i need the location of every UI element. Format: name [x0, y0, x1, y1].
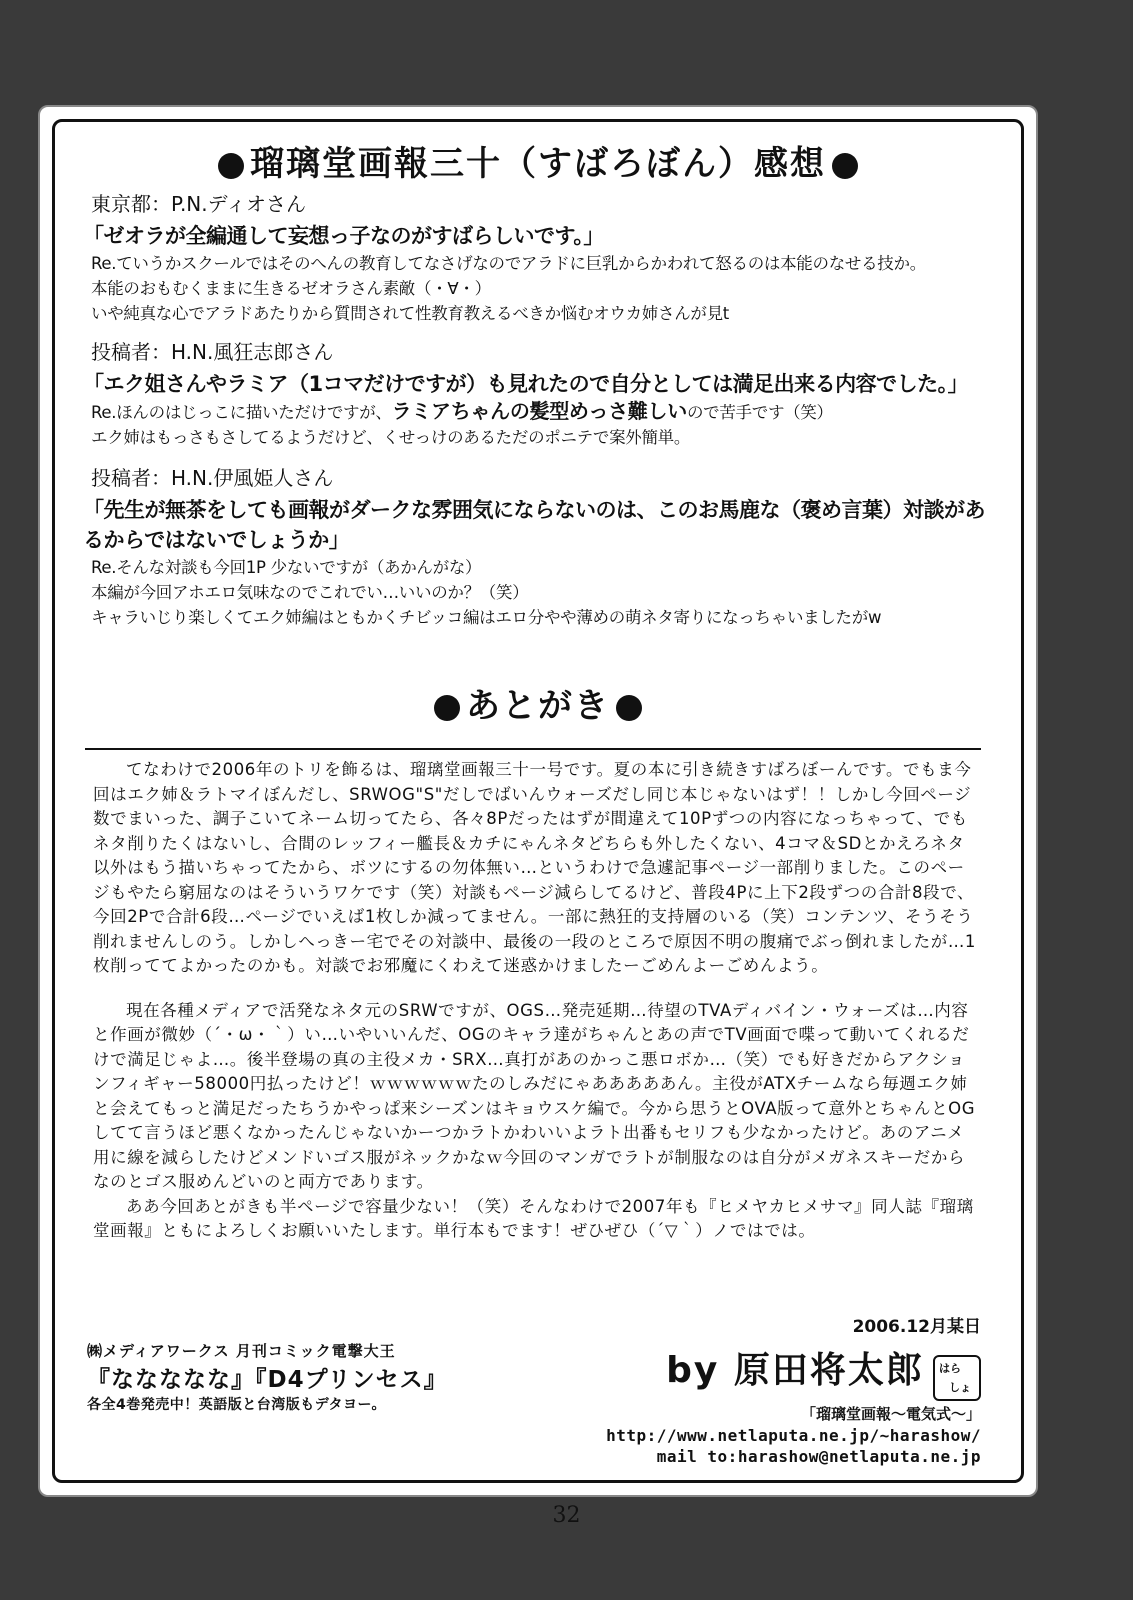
letter-3	[83, 462, 993, 630]
reply-line: Re.そんな対談も今回1P 少ないですが（あかんがな）	[91, 558, 482, 577]
promo-titles: 『ななななな』『D4プリンセス』	[87, 1367, 448, 1393]
byline-block	[606, 1342, 981, 1466]
section-divider	[85, 748, 981, 750]
bullet-icon	[832, 153, 858, 179]
afterword-paragraph: 現在各種メディアで活発なネタ元のSRWですが、OGS…発売延期…待望のTVAディバイン・ウォーズは…内容と作画が微妙（´・ω・｀）い…いやいいんだ、OGのキャラ達がちゃんとあの声でTV画面で喋って動いてくれるだけで満足じゃよ…。後半登場の真の主役メカ・SRX…真打があのかっこ悪ロボか…（笑）でも好きだからアクションフィギャー58000円払ったけど！ｗｗｗｗｗｗたのしみだにゃあああああん。主役がATXチームなら毎週エク姉と会えてもっと満足だったちうかやっぱ来シーズンはキョウスケ編で。今から思うとOVA版って意外とちゃんとOGしてて言うほど悪くなかったんじゃないかーつかラトかわいいよラト出番もセリフも少なかったけど。あのアニメ用に線を減らしたけどメンドいゴス服がネックかなｗ今回のマンガでラトが制服なのは自分がメガネスキーだからなのとゴス服めんどいのと両方であります。	[93, 1000, 976, 1191]
impressions-heading	[55, 136, 1021, 185]
afterword-paragraph: てなわけで2006年のトリを飾るは、瑠璃堂画報三十一号です。夏の本に引き続きすばろぼーんです。でもま今回はエク姉＆ラトマイぼんだし、SRWOG"S"だしでばいんウォーズだし同じ本じゃないはず！！しかし今回ページ数でまいった、調子こいてネーム切ってたら、各々8Pだったはずが間違えて10Pずつの内容になっちゃって、でもネタ削りたくはないし、合間のレッフィー艦長＆カチにゃんネタどちらも外したくない、4コマ＆SDとかえろネタ以外はもう描いちゃってたから、ボツにするの勿体無い…というわけで急遽記事ページ一部削りました。このページもやたら窮屈なのはそういうワケです（笑）対談もページ減らしてるけど、普段4Pに上下2段ずつの合計8段で、今回2Pで合計6段…ページでいえば1枚しか減ってません。一部に熱狂的支持層のいる（笑）コンテンツ、そうそう削れませんしのう。しかしへっきー宅でその対談中、最後の一段のところで原因不明の腹痛でぶっ倒れましたが…1枚削っててよかったのかも。対談でお邪魔にくわえて迷惑かけましたーごめんよーごめんよう。	[93, 760, 977, 975]
page-frame	[38, 105, 1038, 1497]
poster-name: 投稿者：H.N.風狂志郎さん	[91, 340, 334, 364]
inner-frame	[52, 119, 1024, 1483]
email-address[interactable]: mail to:harashow@netlaputa.ne.jp	[656, 1446, 981, 1466]
bullet-icon	[616, 695, 642, 721]
author-line	[606, 1342, 981, 1401]
bullet-icon	[434, 695, 460, 721]
reply-line: Re.ていうかスクールではそのへんの教育してなさげなのでアラドに巨乳からかわれて怒るのは本能のなせる技か。	[91, 254, 926, 273]
page-number: 32	[552, 1503, 581, 1528]
seal-text-bottom: しょ	[949, 1380, 971, 1394]
afterword-paragraph: ああ今回あとがきも半ページで容量少ない！（笑）そんなわけで2007年も『ヒメヤカヒメサマ』同人誌『瑠璃堂画報』ともによろしくお願いいたします。単行本もでます！ぜひぜひ（´▽｀）ノではでは。	[93, 1196, 974, 1240]
bullet-icon	[218, 153, 244, 179]
afterword-body	[93, 758, 977, 1264]
reply-emphasis: ラミアちゃんの髪型めっさ難しい	[391, 399, 687, 423]
reader-quote: 「先生が無茶をしても画報がダークな雰囲気にならないのは、このお馬鹿な（褒め言葉）対談があるからではないでしょうか」	[83, 498, 985, 552]
reply-line: 本編が今回アホエロ気味なのでこれでい…いいのか？（笑）	[91, 583, 529, 602]
reader-quote: 「エク姐さんやラミア（1コマだけですが）も見れたので自分としては満足出来る内容でした。」	[83, 372, 969, 396]
letter-2	[83, 336, 993, 450]
reply-suffix: ので苦手です（笑）	[686, 403, 833, 422]
poster-name: 東京都：P.N.ディオさん	[91, 192, 307, 216]
impressions-title: 瑠璃堂画報三十（すばろぼん）感想	[250, 144, 826, 184]
afterword-title: あとがき	[466, 686, 610, 726]
afterword-heading	[55, 678, 1021, 727]
reply-line	[91, 399, 993, 425]
letter-1	[83, 188, 993, 326]
date-line: 2006.12月某日	[852, 1317, 981, 1337]
website-url[interactable]: http://www.netlaputa.ne.jp/~harashow/	[606, 1425, 981, 1445]
reader-quote: 「ゼオラが全編通して妄想っ子なのがすばらしいです。」	[83, 224, 604, 248]
author-seal-icon	[933, 1355, 981, 1401]
seal-text-top: はら	[939, 1361, 961, 1375]
promo-publisher: ㈱メディアワークス 月刊コミック電撃大王	[87, 1342, 396, 1360]
poster-name: 投稿者：H.N.伊風姫人さん	[91, 466, 334, 490]
reply-line: エク姉はもっさもさしてるようだけど、くせっけのあるただのポニテで案外簡単。	[91, 428, 691, 447]
promo-block	[87, 1340, 527, 1414]
author-name: by 原田将太郎	[666, 1350, 924, 1391]
circle-name: 「瑠璃堂画報～電気式～」	[800, 1404, 981, 1423]
reply-prefix: Re.ほんのはじっこに描いただけですが、	[91, 403, 392, 422]
reply-line: いや純真な心でアラドあたりから質問されて性教育教えるべきか悩むオウカ姉さんが見t	[91, 304, 729, 323]
reply-line: 本能のおもむくままに生きるゼオラさん素敵（・∀・）	[91, 279, 491, 298]
promo-note: 各全4巻発売中！英語版と台湾版もデタヨー。	[87, 1397, 386, 1413]
reply-line: キャラいじり楽しくてエク姉編はともかくチビッコ編はエロ分やや薄めの萌ネタ寄りになっちゃいましたがw	[91, 608, 882, 627]
